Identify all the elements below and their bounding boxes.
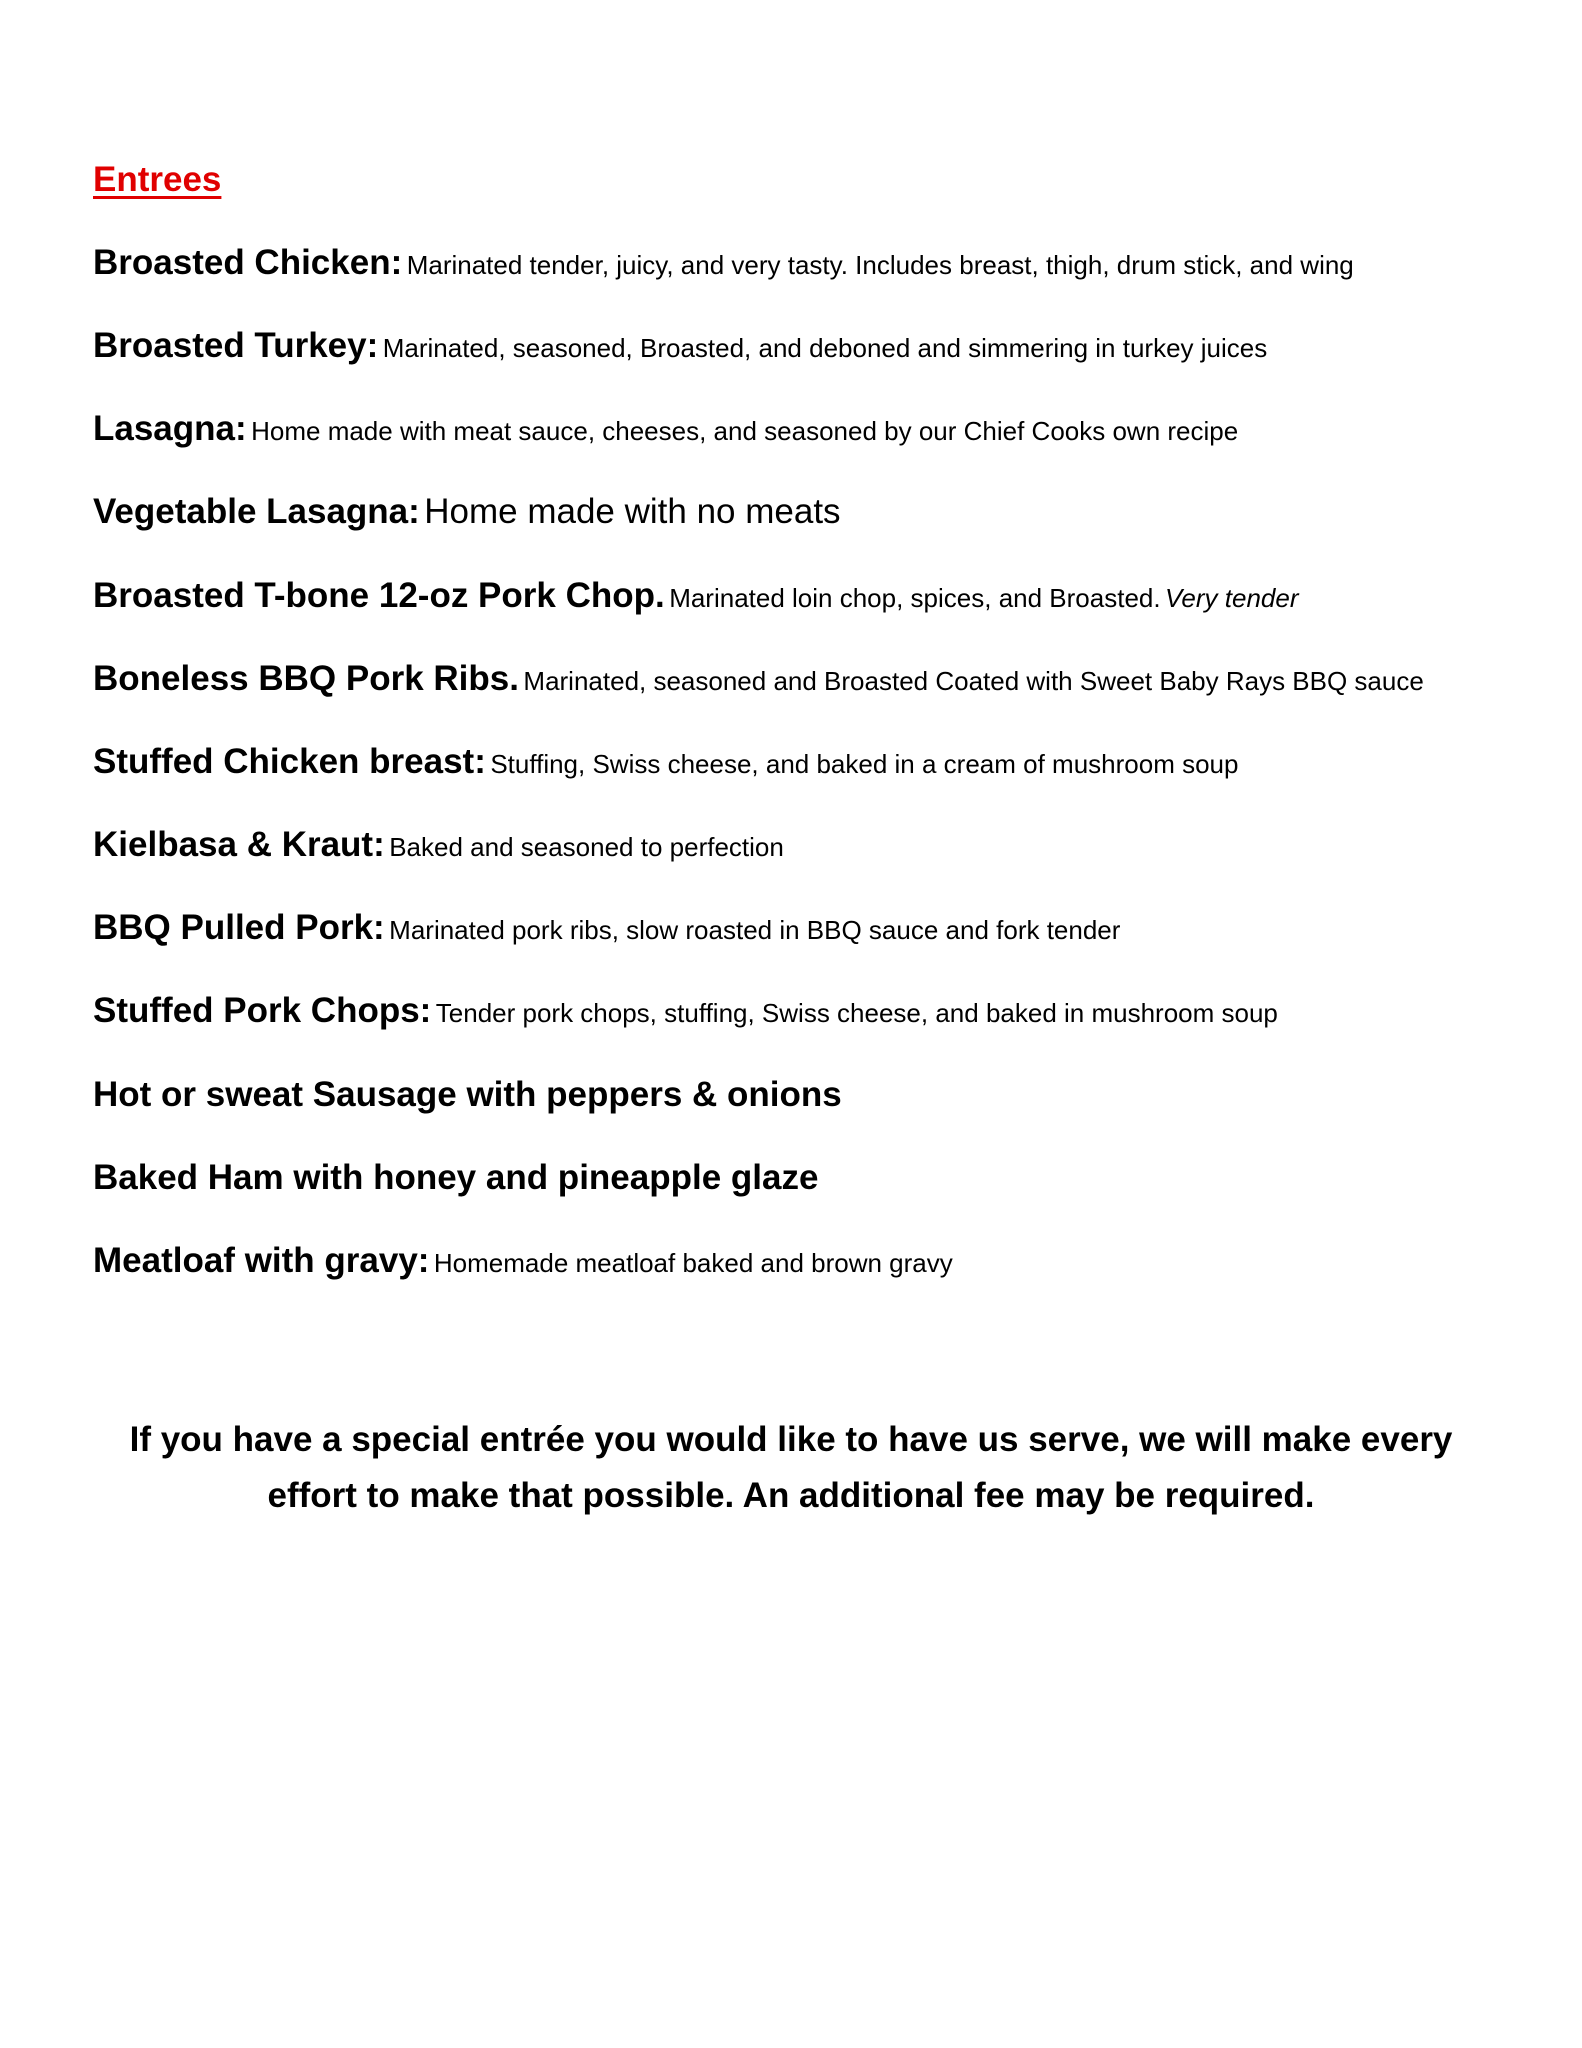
note-line-2: effort to make that possible. An additional fee may be required. xyxy=(267,1476,1315,1515)
item-name: Boneless BBQ Pork Ribs. xyxy=(93,659,519,698)
item-name: Vegetable Lasagna: xyxy=(93,492,420,531)
menu-item xyxy=(93,328,1267,363)
item-description: Marinated tender, juicy, and very tasty. Includes breast, thigh, drum stick, and wing xyxy=(406,250,1354,280)
note-line-1: If you have a special entrée you would like to have us serve, we will make every xyxy=(129,1420,1453,1459)
special-request-note xyxy=(60,1412,1522,1524)
item-description: Homemade meatloaf baked and brown gravy xyxy=(433,1248,953,1278)
item-name: Broasted Chicken: xyxy=(93,243,403,282)
menu-item xyxy=(93,1243,953,1278)
menu-item xyxy=(93,1077,842,1112)
item-description: Baked and seasoned to perfection xyxy=(389,832,784,862)
menu-item xyxy=(93,245,1354,280)
menu-item xyxy=(93,578,1299,613)
item-description: Stuffing, Swiss cheese, and baked in a cream of mushroom soup xyxy=(490,749,1239,779)
menu-item xyxy=(93,494,841,529)
menu-item xyxy=(93,993,1278,1028)
item-description: Marinated loin chop, spices, and Broasted. xyxy=(669,583,1161,613)
item-name: Stuffed Chicken breast: xyxy=(93,742,486,781)
item-description: Tender pork chops, stuffing, Swiss cheese, and baked in mushroom soup xyxy=(435,998,1278,1028)
section-heading: Entrees xyxy=(93,160,222,199)
item-name: Stuffed Pork Chops: xyxy=(93,991,432,1030)
item-description: Home made with no meats xyxy=(424,492,841,531)
item-description: Marinated, seasoned, Broasted, and deboned and simmering in turkey juices xyxy=(382,333,1268,363)
menu-item xyxy=(93,411,1238,446)
item-name: Hot or sweat Sausage with peppers & onions xyxy=(93,1075,842,1114)
menu-item xyxy=(93,744,1238,779)
item-name: Broasted T-bone 12-oz Pork Chop. xyxy=(93,576,665,615)
item-name: Meatloaf with gravy: xyxy=(93,1241,430,1280)
item-name: Kielbasa & Kraut: xyxy=(93,825,385,864)
menu-item xyxy=(93,1160,818,1195)
item-name: Broasted Turkey: xyxy=(93,326,379,365)
item-description: Marinated, seasoned and Broasted Coated with Sweet Baby Rays BBQ sauce xyxy=(523,666,1424,696)
menu-item xyxy=(93,827,784,862)
item-description: Marinated pork ribs, slow roasted in BBQ sauce and fork tender xyxy=(389,915,1121,945)
menu-item xyxy=(93,910,1120,945)
item-name: Lasagna: xyxy=(93,409,247,448)
item-description: Home made with meat sauce, cheeses, and seasoned by our Chief Cooks own recipe xyxy=(251,416,1239,446)
item-name: Baked Ham with honey and pineapple glaze xyxy=(93,1158,819,1197)
item-name: BBQ Pulled Pork: xyxy=(93,908,385,947)
menu-item xyxy=(93,661,1424,696)
item-description-emphasis: Very tender xyxy=(1165,583,1299,613)
